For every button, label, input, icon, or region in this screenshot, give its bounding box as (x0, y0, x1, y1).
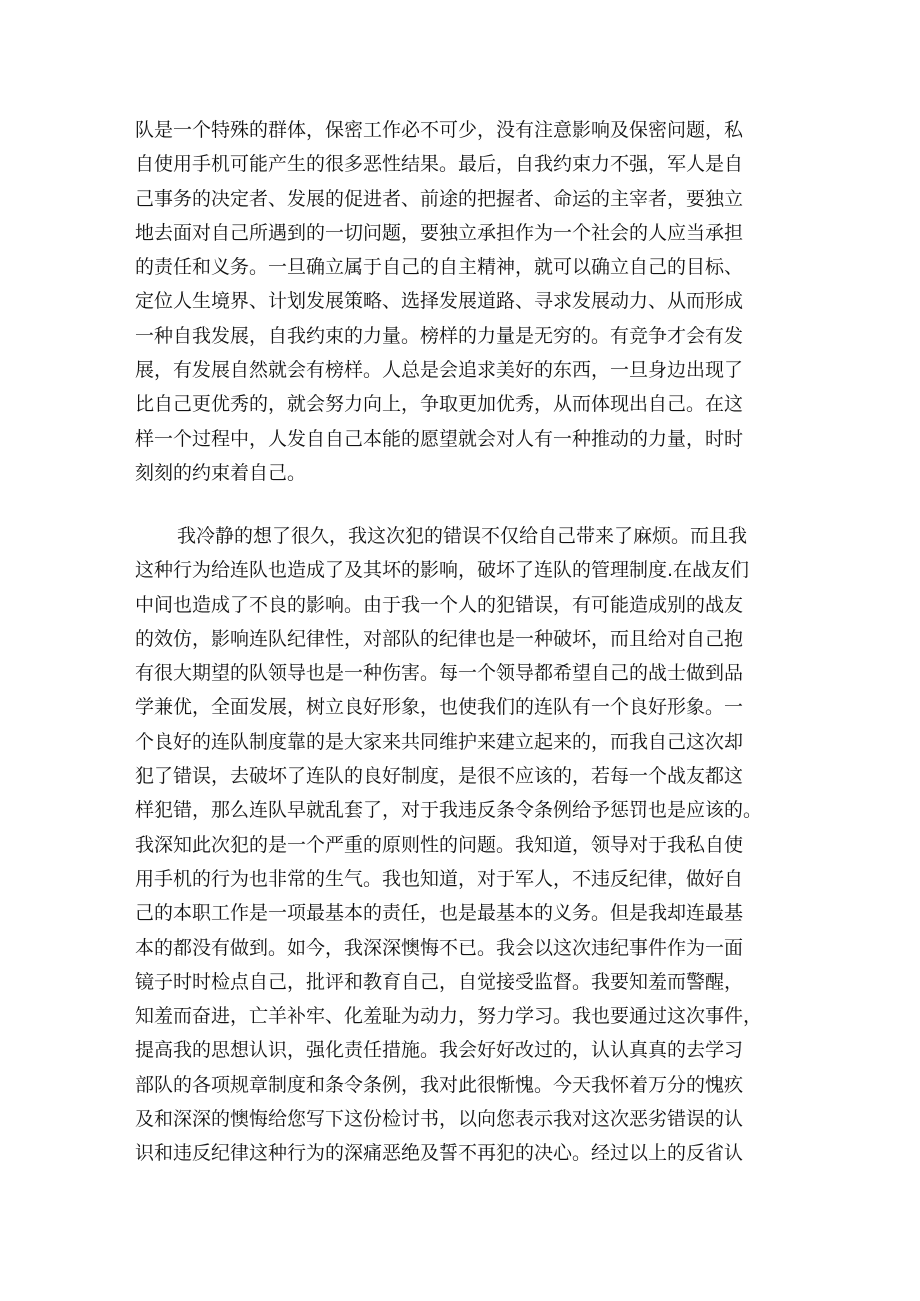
text-line: 及和深深的懊悔给您写下这份检讨书，以向您表示我对这次恶劣错误的认 (135, 1108, 744, 1131)
text-line: 刻刻的约束着自己。 (135, 461, 307, 484)
text-line: 样犯错，那么连队早就乱套了，对于我违反条令条例给予惩罚也是应该的。 (135, 799, 763, 822)
text-line: 定位人生境界、计划发展策略、选择发展道路、寻求发展动力、从而形成 (135, 290, 744, 313)
text-line: 的效仿，影响连队纪律性，对部队的纪律也是一种破坏，而且给对自己抱 (135, 627, 744, 650)
text-line: 地去面对自己所遇到的一切问题，要独立承担作为一个社会的人应当承担 (135, 221, 744, 244)
paragraph-1 (135, 113, 795, 490)
text-line: 个良好的连队制度靠的是大家来共同维护来建立起来的，而我自己这次却 (135, 730, 744, 753)
text-line: 样一个过程中，人发自自己本能的愿望就会对人有一种推动的力量，时时 (135, 427, 744, 450)
text-line: 中间也造成了不良的影响。由于我一个人的犯错误，有可能造成别的战友 (135, 593, 744, 616)
text-line: 有很大期望的队领导也是一种伤害。每一个领导都希望自己的战士做到品 (135, 662, 744, 685)
text-line: 本的都没有做到。如今，我深深懊悔不已。我会以这次违纪事件作为一面 (135, 936, 744, 959)
text-line: 识和违反纪律这种行为的深痛恶绝及誓不再犯的决心。经过以上的反省认 (135, 1142, 744, 1165)
text-line: 犯了错误，去破坏了连队的良好制度，是很不应该的，若每一个战友都这 (135, 765, 744, 788)
text-line: 我深知此次犯的是一个严重的原则性的问题。我知道，领导对于我私自使 (135, 833, 744, 856)
text-line: 用手机的行为也非常的生气。我也知道，对于军人，不违反纪律，做好自 (135, 867, 744, 890)
text-line: 学兼优，全面发展，树立良好形象，也使我们的连队有一个良好形象。一 (135, 696, 744, 719)
text-line-indented: 我冷静的想了很久，我这次犯的错误不仅给自己带来了麻烦。而且我 (177, 525, 748, 547)
text-line: 展，有发展自然就会有榜样。人总是会追求美好的东西，一旦身边出现了 (135, 359, 744, 382)
text-line: 一种自我发展，自我约束的力量。榜样的力量是无穷的。有竞争才会有发 (135, 324, 744, 347)
text-line: 镜子时时检点自己，批评和教育自己，自觉接受监督。我要知羞而警醒， (135, 970, 744, 993)
text-line: 己事务的决定者、发展的促进者、前途的把握者、命运的主宰者，要独立 (135, 187, 744, 210)
text-line: 这种行为给连队也造成了及其坏的影响，破坏了连队的管理制度.在战友们 (135, 559, 750, 582)
text-line: 己的本职工作是一项最基本的责任，也是最基本的义务。但是我却连最基 (135, 902, 744, 925)
text-line: 比自己更优秀的，就会努力向上，争取更加优秀，从而体现出自己。在这 (135, 393, 744, 416)
text-line: 知羞而奋进，亡羊补牢、化羞耻为动力，努力学习。我也要通过这次事件， (135, 1005, 763, 1028)
paragraph-2 (135, 519, 795, 1171)
text-line: 提高我的思想认识，强化责任措施。我会好好改过的，认认真真的去学习 (135, 1039, 744, 1062)
text-line: 队是一个特殊的群体，保密工作必不可少，没有注意影响及保密问题，私 (135, 119, 744, 141)
text-line: 的责任和义务。一旦确立属于自己的自主精神，就可以确立自己的目标、 (135, 256, 744, 279)
text-line: 自使用手机可能产生的很多恶性结果。最后，自我约束力不强，军人是自 (135, 153, 744, 176)
text-line: 部队的各项规章制度和条令条例，我对此很惭愧。今天我怀着万分的愧疚 (135, 1073, 744, 1096)
